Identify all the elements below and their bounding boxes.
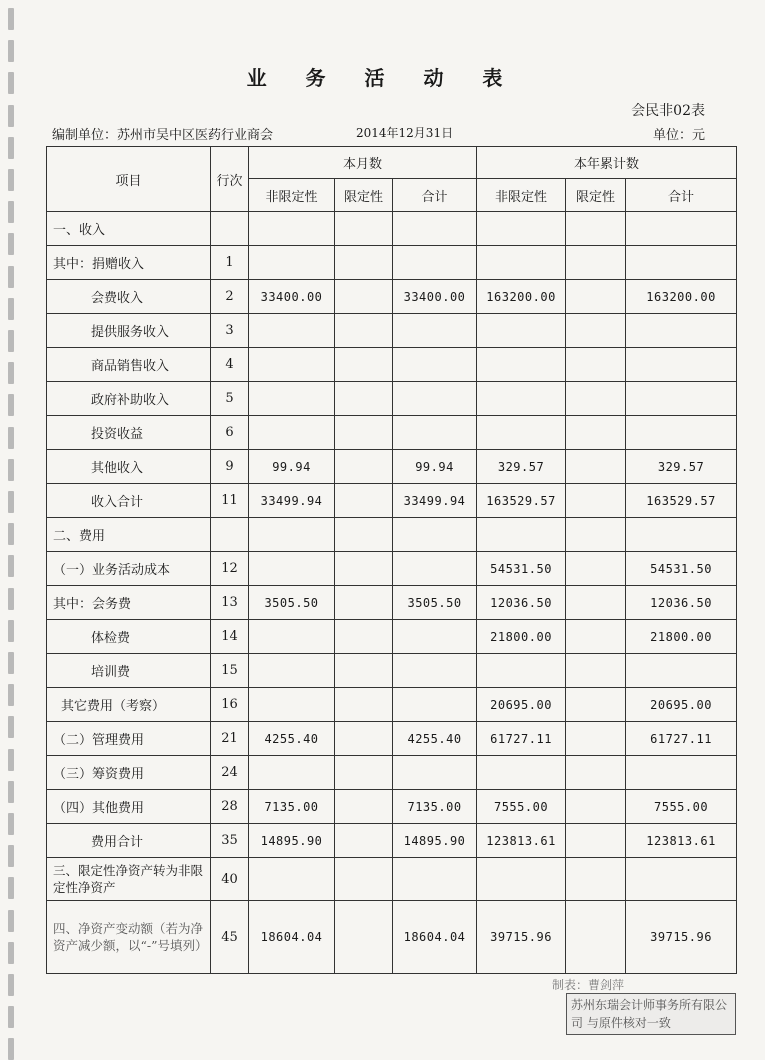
cell-m-res [335,901,393,974]
cell-y-res [566,246,626,280]
cell-y-res [566,586,626,620]
row-line-no: 21 [211,722,249,756]
binding-hole [8,620,14,642]
cell-y-total [626,246,737,280]
cell-y-unres: 123813.61 [477,824,566,858]
cell-y-total: 54531.50 [626,552,737,586]
table-row [47,484,737,518]
cell-y-res [566,901,626,974]
cell-m-res [335,620,393,654]
header-month-unrestricted: 非限定性 [249,179,335,212]
table-row [47,620,737,654]
cell-y-unres [477,858,566,901]
cell-y-res [566,518,626,552]
table-row [47,858,737,901]
row-line-no: 3 [211,314,249,348]
row-line-no: 15 [211,654,249,688]
cell-y-unres: 39715.96 [477,901,566,974]
cell-y-res [566,348,626,382]
binding-hole [8,877,14,899]
binding-hole [8,555,14,577]
table-row [47,348,737,382]
cell-m-res [335,756,393,790]
table-row [47,416,737,450]
row-item: （四）其他费用 [47,790,211,824]
binding-hole [8,1038,14,1060]
header-ytd-total: 合计 [626,179,737,212]
table-row [47,654,737,688]
cell-m-unres: 33499.94 [249,484,335,518]
table-row [47,756,737,790]
row-line-no: 45 [211,901,249,974]
cell-m-res [335,348,393,382]
cell-y-unres [477,314,566,348]
cell-m-res [335,212,393,246]
cell-m-total [393,654,477,688]
cell-y-total: 329.57 [626,450,737,484]
cell-y-total [626,654,737,688]
page-title: 业 务 活 动 表 [246,66,519,90]
cell-m-total [393,620,477,654]
cell-y-res [566,450,626,484]
cell-y-res [566,620,626,654]
cell-m-res [335,484,393,518]
cell-y-unres [477,756,566,790]
row-line-no: 24 [211,756,249,790]
activity-statement-table [46,146,737,974]
row-item: 费用合计 [47,824,211,858]
row-item: 其他收入 [47,450,211,484]
cell-m-unres: 33400.00 [249,280,335,314]
binding-hole [8,169,14,191]
cell-m-res [335,654,393,688]
cell-y-total [626,858,737,901]
binding-hole [8,105,14,127]
row-item: 培训费 [47,654,211,688]
header-line-no: 行次 [211,147,249,212]
cell-m-unres: 7135.00 [249,790,335,824]
table-row [47,314,737,348]
header-row-1 [47,147,737,179]
row-item: （三）筹资费用 [47,756,211,790]
row-line-no: 4 [211,348,249,382]
cell-y-unres: 61727.11 [477,722,566,756]
cell-m-res [335,246,393,280]
cell-y-total [626,314,737,348]
cell-y-total [626,518,737,552]
binding-hole [8,974,14,996]
cell-m-res [335,790,393,824]
cell-m-unres [249,858,335,901]
cell-y-total: 123813.61 [626,824,737,858]
cell-y-unres: 21800.00 [477,620,566,654]
cell-m-unres [249,246,335,280]
cell-m-total: 4255.40 [393,722,477,756]
table-row [47,552,737,586]
row-item: 商品销售收入 [47,348,211,382]
cell-y-total: 21800.00 [626,620,737,654]
cell-y-res [566,314,626,348]
table-row [47,722,737,756]
binding-hole [8,813,14,835]
binding-hole [8,749,14,771]
table-row [47,586,737,620]
cell-y-total: 39715.96 [626,901,737,974]
cell-m-res [335,688,393,722]
row-item: 一、收入 [47,212,211,246]
cell-m-total [393,212,477,246]
cell-y-total: 12036.50 [626,586,737,620]
cell-y-res [566,756,626,790]
cell-y-total: 20695.00 [626,688,737,722]
cell-y-unres: 163529.57 [477,484,566,518]
cell-y-total: 163200.00 [626,280,737,314]
binding-hole [8,716,14,738]
cell-y-res [566,212,626,246]
verification-stamp: 苏州东瑞会计师事务所有限公司 与原件核对一致 [566,993,736,1035]
cell-m-total [393,246,477,280]
binding-hole [8,8,14,30]
cell-m-res [335,382,393,416]
binding-hole [8,201,14,223]
header-item: 项目 [47,147,211,212]
cell-m-res [335,858,393,901]
row-line-no: 2 [211,280,249,314]
binding-hole [8,491,14,513]
cell-y-unres: 20695.00 [477,688,566,722]
binding-hole [8,427,14,449]
cell-m-total [393,382,477,416]
cell-y-unres: 54531.50 [477,552,566,586]
row-item: （一）业务活动成本 [47,552,211,586]
cell-y-res [566,280,626,314]
row-line-no [211,212,249,246]
cell-y-total [626,756,737,790]
cell-m-unres: 99.94 [249,450,335,484]
cell-y-total [626,382,737,416]
cell-m-total: 7135.00 [393,790,477,824]
table-row [47,518,737,552]
cell-m-total: 14895.90 [393,824,477,858]
cell-m-total: 99.94 [393,450,477,484]
row-line-no: 5 [211,382,249,416]
cell-m-total [393,314,477,348]
row-item: 其中：会务费 [47,586,211,620]
cell-y-res [566,688,626,722]
cell-m-unres [249,552,335,586]
table-row [47,382,737,416]
cell-m-unres [249,518,335,552]
cell-m-unres: 3505.50 [249,586,335,620]
cell-m-unres: 18604.04 [249,901,335,974]
cell-y-total: 61727.11 [626,722,737,756]
row-item: 体检费 [47,620,211,654]
table-row [47,212,737,246]
binding-hole [8,266,14,288]
report-date: 2014年12月31日 [356,126,454,140]
cell-y-unres [477,246,566,280]
cell-y-res [566,552,626,586]
header-ytd: 本年累计数 [477,147,737,179]
cell-y-total [626,212,737,246]
row-item: 三、限定性净资产转为非限定性净资产 [47,858,211,901]
binding-hole [8,40,14,62]
row-item: 收入合计 [47,484,211,518]
row-item: （二）管理费用 [47,722,211,756]
cell-m-unres [249,688,335,722]
binding-hole [8,684,14,706]
cell-y-unres: 163200.00 [477,280,566,314]
cell-y-res [566,654,626,688]
cell-m-total [393,688,477,722]
cell-y-res [566,484,626,518]
row-line-no: 11 [211,484,249,518]
cell-m-unres [249,348,335,382]
header-ytd-restricted: 限定性 [566,179,626,212]
cell-m-unres [249,620,335,654]
cell-m-unres [249,314,335,348]
cell-m-total [393,756,477,790]
row-line-no [211,518,249,552]
row-item: 会费收入 [47,280,211,314]
cell-m-total: 33400.00 [393,280,477,314]
currency-unit: 单位：元 [652,128,705,143]
row-item: 政府补助收入 [47,382,211,416]
cell-m-unres [249,416,335,450]
form-code: 会民非02表 [631,103,705,119]
binding-hole [8,459,14,481]
preparer-signature: 制表：曹剑萍 [552,978,625,992]
binding-hole [8,781,14,803]
table-row [47,901,737,974]
cell-m-res [335,314,393,348]
row-item: 其它费用（考察） [47,688,211,722]
cell-m-total [393,416,477,450]
cell-m-unres [249,382,335,416]
cell-y-unres [477,382,566,416]
cell-y-res [566,790,626,824]
row-line-no: 6 [211,416,249,450]
row-line-no: 35 [211,824,249,858]
row-line-no: 1 [211,246,249,280]
cell-m-total: 3505.50 [393,586,477,620]
table-row [47,450,737,484]
binding-hole [8,1006,14,1028]
binding-holes [0,0,22,1050]
cell-m-res [335,280,393,314]
cell-m-res [335,722,393,756]
cell-m-res [335,450,393,484]
row-line-no: 40 [211,858,249,901]
binding-hole [8,910,14,932]
cell-m-total [393,858,477,901]
binding-hole [8,652,14,674]
row-line-no: 28 [211,790,249,824]
binding-hole [8,298,14,320]
cell-m-unres [249,756,335,790]
cell-y-res [566,416,626,450]
row-item: 四、净资产变动额（若为净资产减少额，以“-”号填列） [47,901,211,974]
row-line-no: 14 [211,620,249,654]
cell-y-res [566,382,626,416]
cell-y-unres [477,212,566,246]
binding-hole [8,330,14,352]
cell-m-unres [249,212,335,246]
cell-y-res [566,858,626,901]
cell-m-total: 33499.94 [393,484,477,518]
cell-y-unres [477,416,566,450]
cell-y-unres: 12036.50 [477,586,566,620]
row-item: 提供服务收入 [47,314,211,348]
cell-y-res [566,722,626,756]
cell-m-res [335,586,393,620]
row-line-no: 9 [211,450,249,484]
header-ytd-unrestricted: 非限定性 [477,179,566,212]
binding-hole [8,137,14,159]
cell-m-total: 18604.04 [393,901,477,974]
row-line-no: 16 [211,688,249,722]
organization-label: 编制单位：苏州市吴中区医药行业商会 [52,128,274,143]
row-item: 投资收益 [47,416,211,450]
cell-y-res [566,824,626,858]
cell-y-total: 163529.57 [626,484,737,518]
cell-y-unres [477,518,566,552]
binding-hole [8,233,14,255]
row-item: 其中：捐赠收入 [47,246,211,280]
cell-m-total [393,518,477,552]
cell-m-res [335,416,393,450]
header-this-month: 本月数 [249,147,477,179]
cell-y-unres [477,654,566,688]
binding-hole [8,588,14,610]
table-row [47,790,737,824]
cell-m-total [393,348,477,382]
cell-y-unres: 7555.00 [477,790,566,824]
cell-y-total [626,416,737,450]
header-month-total: 合计 [393,179,477,212]
cell-m-unres [249,654,335,688]
cell-m-res [335,824,393,858]
cell-m-total [393,552,477,586]
row-item: 二、费用 [47,518,211,552]
cell-y-total: 7555.00 [626,790,737,824]
binding-hole [8,942,14,964]
table-row [47,280,737,314]
binding-hole [8,845,14,867]
cell-y-unres [477,348,566,382]
cell-m-res [335,552,393,586]
table-row [47,824,737,858]
binding-hole [8,523,14,545]
table-row [47,246,737,280]
binding-hole [8,394,14,416]
table-row [47,688,737,722]
cell-y-total [626,348,737,382]
cell-m-res [335,518,393,552]
cell-y-unres: 329.57 [477,450,566,484]
cell-m-unres: 4255.40 [249,722,335,756]
row-line-no: 13 [211,586,249,620]
header-month-restricted: 限定性 [335,179,393,212]
binding-hole [8,362,14,384]
row-line-no: 12 [211,552,249,586]
cell-m-unres: 14895.90 [249,824,335,858]
